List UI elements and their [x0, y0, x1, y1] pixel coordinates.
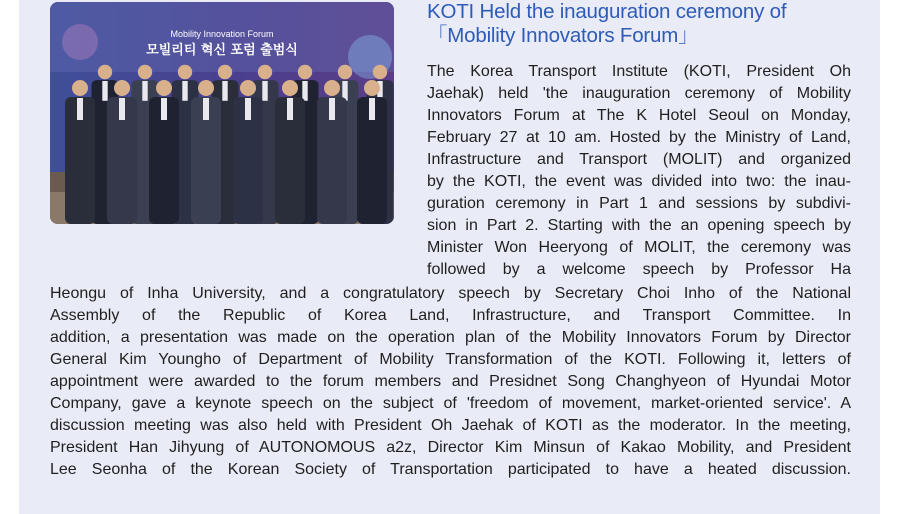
body-line: by the KOTI, the event was divided into two: the inau- [427, 173, 851, 190]
body-line: Infrastructure and Transport (MOLIT) and organized [427, 151, 851, 168]
photo-banner-en: Mobility Innovation Forum [170, 29, 274, 39]
body-line: General Kim Youngho of Department of Mobility Transformation of the KOTI. Following it, letters of [50, 351, 851, 368]
title-line-2: 「Mobility Innovators Forum」 [427, 24, 699, 47]
body-line: President Han Jihyung of AUTONOMOUS a2z, Director Kim Minsun of Kakao Mobility, and President [50, 439, 851, 456]
body-line: Assembly of the Republic of Korea Land, Infrastructure, and Transport Committee. In [50, 307, 851, 324]
body-line: Lee Seonha of the Korean Society of Transportation participated to have a heated discussion. [50, 461, 851, 478]
body-line: appointment were awarded to the forum members and Presidnet Song Changhyeon of Hyundai Motor [50, 373, 851, 390]
body-line: Heongu of Inha University, and a congratulatory speech by Secretary Choi Inho of the National [50, 285, 851, 302]
body-line: followed by a welcome speech by Professor Ha [427, 261, 851, 278]
body-line: The Korea Transport Institute (KOTI, President Oh [427, 63, 851, 80]
body-line: guration ceremony in Part 1 and sessions by subdivi- [427, 195, 851, 212]
body-line: Innovators Forum at The K Hotel Seoul on Monday, [427, 107, 851, 124]
photo-banner-ko: 모빌리티 혁신 포럼 출범식 [146, 43, 298, 58]
title-line-1: KOTI Held the inauguration ceremony of [427, 0, 787, 23]
body-line: sion in Part 2. Starting with the an opening speech by [427, 217, 851, 234]
body-line: February 27 at 10 am. Hosted by the Ministry of Land, [427, 129, 851, 146]
body-line: Jaehak) held 'the inauguration ceremony of Mobility [427, 85, 851, 102]
body-line: discussion meeting was also held with President Oh Jaehak of KOTI as the moderator. In the meeting, [50, 417, 851, 434]
body-line: addition, a presentation was made on the operation plan of the Mobility Innovators Forum by Director [50, 329, 851, 346]
body-line: Minister Won Heeryong of MOLIT, the ceremony was [427, 239, 851, 256]
body-line: Company, gave a keynote speech on the subject of 'freedom of movement, market-oriented service'. A [50, 395, 851, 412]
